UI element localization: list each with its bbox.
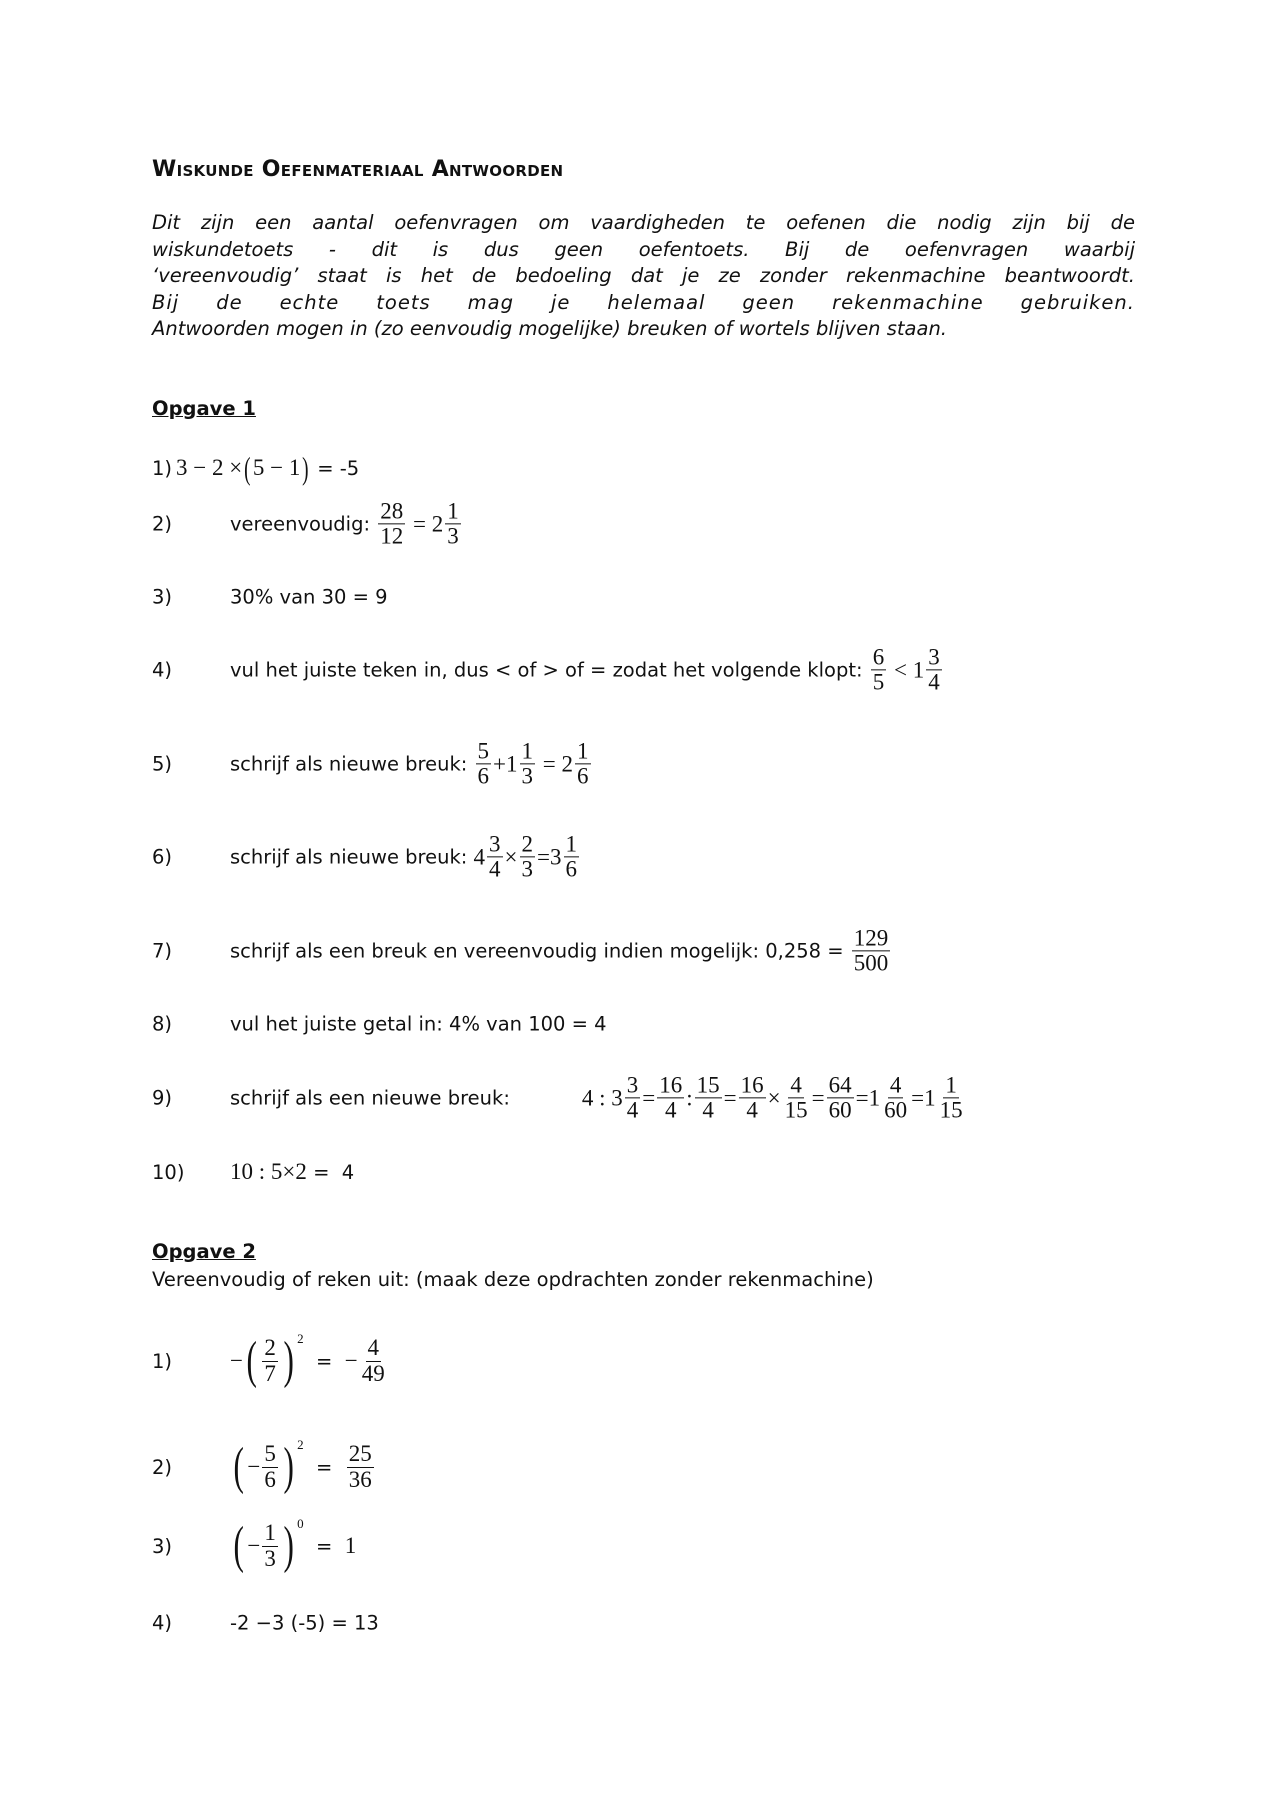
item-number: 4) (152, 1611, 173, 1635)
opgave2-item-3 (152, 1516, 357, 1574)
item-number: 10) (152, 1160, 185, 1184)
opgave2-subtitle: Vereenvoudig of reken uit: (maak deze opdrachten zonder rekenmachine) (152, 1268, 874, 1291)
math-expression: − (230, 1348, 243, 1373)
numerator: 1 (577, 738, 589, 764)
opgave2-item-4 (152, 1612, 379, 1635)
text: vul het juiste teken in, dus < of > of = zodat het volgende klopt: (230, 658, 869, 682)
inner-expression (253, 455, 300, 481)
math-expression: =3 (537, 844, 562, 869)
item-number: 1) (152, 1349, 173, 1373)
numerator: 4 (889, 1072, 902, 1098)
numerator: 3 (626, 1072, 639, 1098)
numerator: 3 (489, 831, 501, 857)
fraction (476, 739, 492, 788)
fraction (926, 645, 942, 694)
text: schrijf als een breuk en vereenvoudig indien mogelijk: 0,258 = (230, 939, 850, 963)
denominator: 4 (626, 1097, 639, 1123)
numerator: 16 (740, 1072, 764, 1098)
denominator: 500 (853, 950, 889, 976)
text: schrijf als nieuwe breuk: (230, 752, 474, 776)
math-expression: = (811, 1085, 825, 1110)
opgave1-item-2 (152, 499, 463, 548)
intro-line: Antwoorden mogen in (zo eenvoudig mogelijke) breuken of wortels blijven staan. (152, 317, 948, 340)
math-expression: = 2 (407, 511, 444, 536)
left-paren: ( (233, 1438, 244, 1495)
fraction (695, 1073, 722, 1122)
math-expression: − (247, 1533, 261, 1558)
text: = 4 (306, 1160, 355, 1184)
math-expression: : (686, 1085, 693, 1110)
numerator: 3 (928, 644, 940, 670)
math-expression: = 2 (537, 751, 574, 776)
math-expression: = (642, 1085, 656, 1110)
numerator: 4 (367, 1335, 380, 1361)
fraction (882, 1073, 909, 1122)
left-paren: ( (244, 450, 251, 486)
exponent: 2 (297, 1437, 304, 1452)
fraction (347, 1442, 374, 1491)
fraction (871, 645, 887, 694)
exponent: 0 (297, 1516, 304, 1531)
opgave2-item-2 (152, 1437, 376, 1495)
denominator: 49 (361, 1360, 385, 1386)
fraction (262, 1521, 278, 1570)
denominator: 6 (577, 763, 589, 789)
numerator: 4 (790, 1072, 802, 1098)
denominator: 5 (872, 669, 885, 695)
opgave1-item-5 (152, 739, 593, 788)
fraction (360, 1336, 387, 1385)
denominator: 15 (939, 1097, 963, 1123)
numerator: 6 (872, 644, 885, 670)
numerator: 1 (264, 1520, 276, 1546)
math-expression: 4 (473, 844, 486, 869)
text: schrijf als nieuwe breuk: (230, 845, 474, 869)
denominator: 7 (264, 1360, 276, 1386)
inner-expression (247, 1521, 279, 1570)
denominator: 4 (928, 669, 940, 695)
denominator: 60 (828, 1097, 852, 1123)
math-expression: = (723, 1085, 737, 1110)
denominator: 60 (884, 1097, 908, 1123)
item-number: 3) (152, 1534, 173, 1558)
fraction (262, 1442, 278, 1491)
numerator: 2 (264, 1335, 276, 1361)
math-expression: 3 − 2 × (176, 455, 243, 480)
fraction (739, 1073, 766, 1122)
text: = (303, 1534, 345, 1558)
fraction (262, 1336, 278, 1385)
numerator: 25 (348, 1441, 372, 1467)
fraction (564, 832, 580, 881)
fraction (575, 739, 591, 788)
fraction (487, 832, 503, 881)
page-title: Wiskunde Oefenmateriaal Antwoorden (152, 157, 564, 182)
math-expression: =1 (911, 1085, 936, 1110)
opgave1-item-7 (152, 926, 892, 975)
text: schrijf als een nieuwe breuk: (230, 1086, 510, 1110)
intro-line: Dit zijn een aantal oefenvragen om vaardigheden te oefenen die nodig zijn bij de (152, 211, 1135, 234)
text: 30% van 30 = 9 (230, 585, 388, 609)
denominator: 3 (264, 1545, 276, 1571)
opgave1-item-3 (152, 586, 388, 609)
numerator: 5 (264, 1441, 276, 1467)
math-expression: × (504, 844, 518, 869)
math-expression: 1 (344, 1533, 357, 1558)
denominator: 6 (565, 856, 578, 882)
parenthesized-expression (230, 1437, 304, 1495)
math-expression: 10 : 5×2 (230, 1159, 307, 1184)
item-number: 2) (152, 512, 173, 536)
fraction (852, 926, 891, 975)
numerator: 1 (945, 1072, 957, 1098)
denominator: 15 (784, 1097, 808, 1123)
fraction (625, 1073, 641, 1122)
numerator: 1 (521, 738, 534, 764)
numerator: 2 (521, 831, 534, 857)
exponent: 2 (297, 1331, 304, 1346)
math-expression: =1 (855, 1085, 881, 1110)
math-expression: − (247, 1454, 261, 1479)
item-number: 9) (152, 1086, 173, 1110)
math-expression: < 1 (888, 657, 925, 682)
left-paren: ( (246, 1332, 257, 1389)
math-expression: 4 : 3 (581, 1085, 623, 1110)
denominator: 4 (746, 1097, 758, 1123)
item-number: 2) (152, 1455, 173, 1479)
numerator: 16 (659, 1072, 683, 1098)
item-number: 4) (152, 658, 173, 682)
opgave1-item-1 (152, 452, 359, 484)
denominator: 12 (380, 523, 404, 549)
denominator: 3 (521, 856, 534, 882)
fraction (520, 739, 536, 788)
denominator: 4 (489, 856, 501, 882)
fraction (378, 499, 405, 548)
parenthesized-expression (230, 1516, 304, 1574)
denominator: 3 (447, 523, 459, 549)
math-expression: × (767, 1085, 781, 1110)
numerator: 28 (380, 498, 404, 524)
opgave1-item-4 (152, 645, 944, 694)
text: vul het juiste getal in: 4% van 100 = 4 (230, 1012, 607, 1036)
fraction (657, 1073, 684, 1122)
denominator: 3 (521, 763, 534, 789)
text: vereenvoudig: (230, 512, 377, 536)
numerator: 15 (696, 1072, 720, 1098)
intro-paragraph (152, 210, 1135, 343)
fraction (445, 499, 461, 548)
numerator: 129 (853, 925, 889, 951)
numerator: 5 (477, 738, 490, 764)
numerator: 1 (447, 498, 459, 524)
right-paren: ) (283, 1517, 294, 1574)
item-number: 1) (152, 456, 173, 480)
item-number: 8) (152, 1012, 173, 1036)
denominator: 36 (348, 1466, 372, 1492)
item-number: 3) (152, 585, 173, 609)
math-expression: +1 (493, 751, 518, 776)
opgave1-item-10 (152, 1159, 354, 1185)
math-expression: − (344, 1348, 358, 1373)
numerator: 1 (565, 831, 578, 857)
denominator: 6 (264, 1466, 276, 1492)
item-number: 5) (152, 752, 173, 776)
fraction (827, 1073, 854, 1122)
text: = -5 (311, 456, 360, 480)
left-paren: ( (233, 1517, 244, 1574)
opgave1-item-9 (152, 1073, 967, 1122)
opgave2-item-1 (152, 1331, 389, 1389)
fraction (520, 832, 536, 881)
item-number: 7) (152, 939, 173, 963)
intro-line: wiskundetoets - dit is dus geen oefentoets. Bij de oefenvragen waarbij (152, 237, 1135, 261)
denominator: 4 (665, 1097, 677, 1123)
fraction (783, 1073, 810, 1122)
right-paren: ) (283, 1332, 294, 1389)
item-number: 6) (152, 845, 173, 869)
opgave1-item-8 (152, 1013, 607, 1036)
numerator: 64 (828, 1072, 852, 1098)
right-paren: ) (283, 1438, 294, 1495)
opgave1-heading: Opgave 1 (152, 397, 256, 420)
text: -2 −3 (-5) = 13 (230, 1611, 379, 1635)
text: = (303, 1455, 345, 1479)
opgave2-heading: Opgave 2 (152, 1240, 256, 1263)
text: = (303, 1349, 345, 1373)
parenthesized-expression (243, 1331, 304, 1389)
intro-line: Bij de echte toets mag je helemaal geen rekenmachine gebruiken. (152, 290, 1135, 314)
math-expression: 5 − 1 (252, 455, 301, 480)
parenthesized-expression (242, 452, 311, 484)
denominator: 6 (477, 763, 490, 789)
inner-expression (247, 1442, 279, 1491)
intro-line: ‘vereenvoudig’ staat is het de bedoeling dat je ze zonder rekenmachine beantwoordt. (152, 264, 1135, 287)
opgave1-item-6 (152, 832, 581, 881)
inner-expression (260, 1336, 280, 1385)
right-paren: ) (302, 450, 309, 486)
fraction (938, 1073, 965, 1122)
denominator: 4 (702, 1097, 714, 1123)
